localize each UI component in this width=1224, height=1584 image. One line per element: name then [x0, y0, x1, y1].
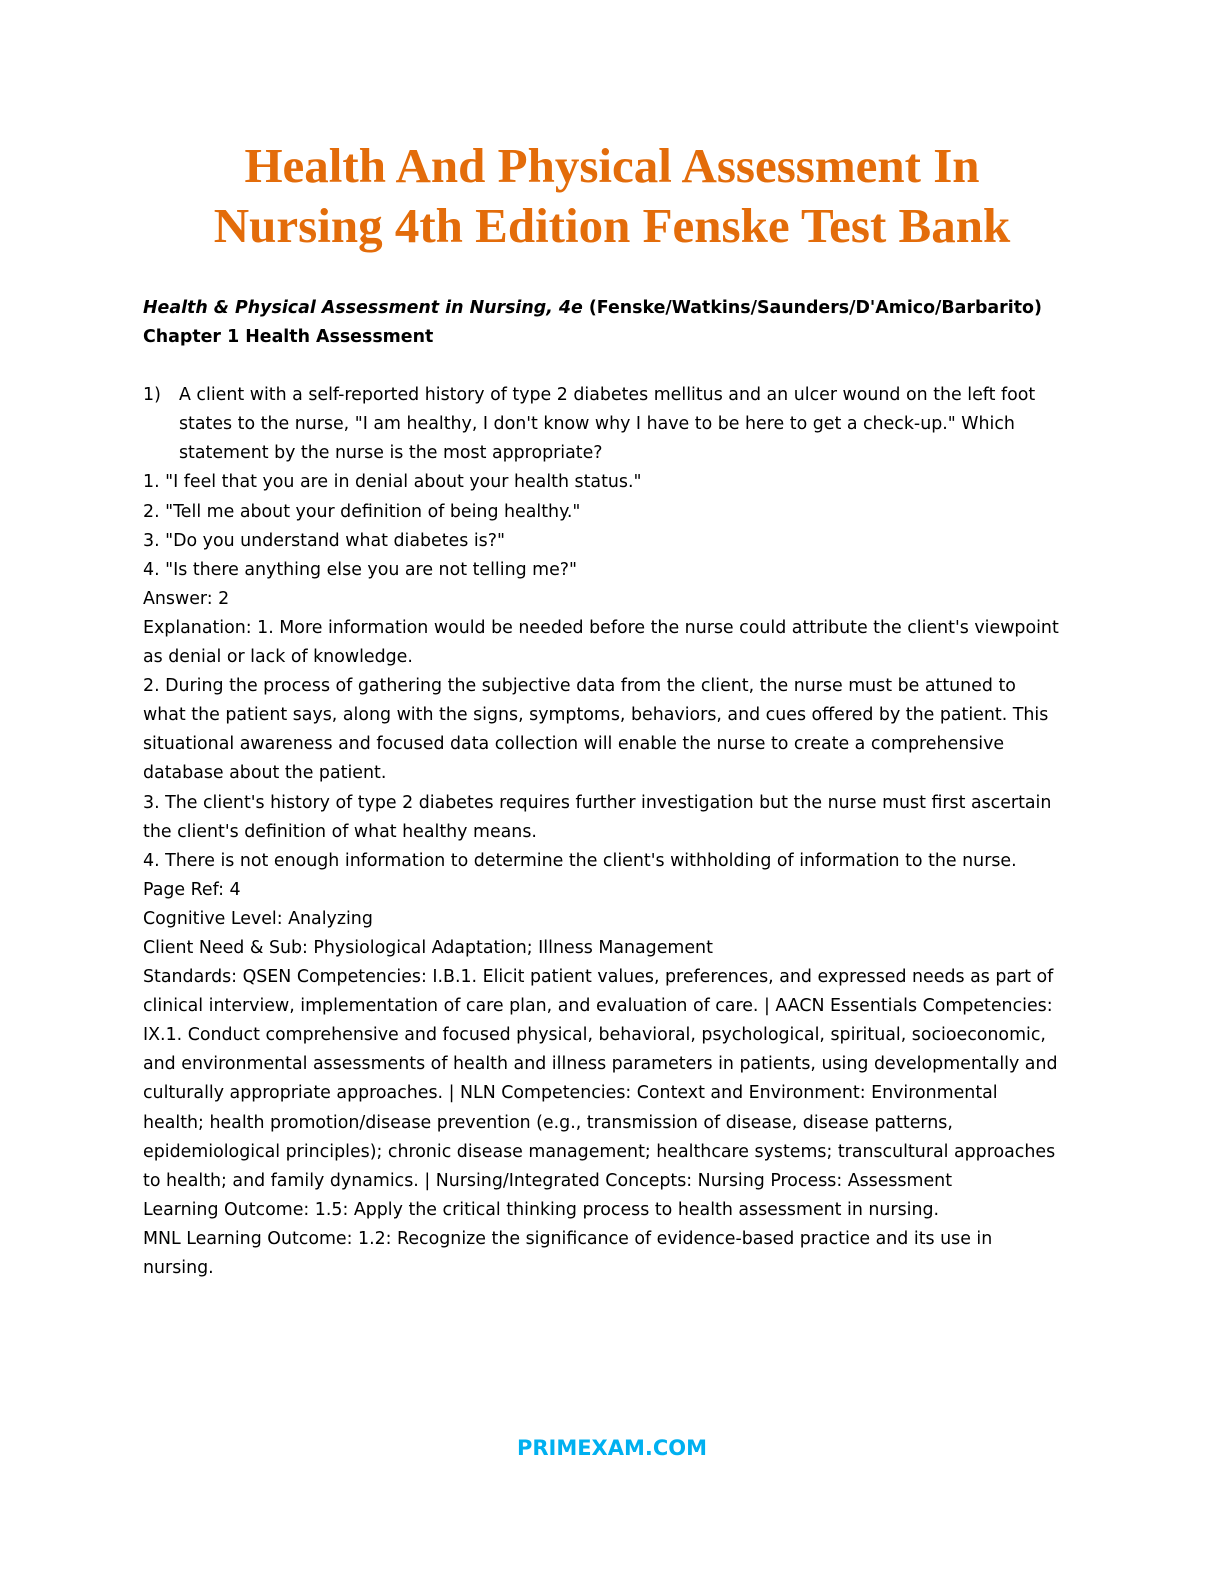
question-text: A client with a self-reported history of type 2 diabetes mellitus and an ulcer wound on the left foot states to the nurse, "I am healthy, I don't know why I have to be here to get a check-up." Which statement by the nurse is the most appropriate? — [179, 385, 1036, 464]
mnl-learning-outcome: MNL Learning Outcome: 1.2: Recognize the significance of evidence-based practice and its use in nursing. — [143, 1228, 993, 1278]
document-title — [0, 136, 1224, 256]
book-authors: (Fenske/Watkins/Saunders/D'Amico/Barbarito) — [582, 298, 1042, 318]
explanation-2: 2. During the process of gathering the subjective data from the client, the nurse must be attuned to what the patient says, along with the signs, symptoms, behaviors, and cues offered by the patient. This situational awareness and focused data collection will enable the nurse to create a comprehensive database about the patient. — [143, 676, 1049, 784]
book-title: Health & Physical Assessment in Nursing, 4e — [143, 298, 583, 318]
explanation-3: 3. The client's history of type 2 diabetes requires further investigation but the nurse must first ascertain the client's definition of what healthy means. — [143, 792, 1052, 842]
cognitive-level: Cognitive Level: Analyzing — [143, 908, 373, 929]
title-line-2: Nursing 4th Edition Fenske Test Bank — [213, 198, 1011, 253]
document-body — [143, 294, 1063, 1283]
question-number: 1) — [143, 385, 161, 406]
page-ref: Page Ref: 4 — [143, 879, 241, 900]
explanation-4: 4. There is not enough information to determine the client's withholding of information to the nurse. — [143, 850, 1017, 871]
title-line-1: Health And Physical Assessment In — [244, 138, 980, 193]
answer-line: Answer: 2 — [143, 588, 230, 609]
standards: Standards: QSEN Competencies: I.B.1. Elicit patient values, preferences, and expressed needs as part of clinical interview, implementation of care plan, and evaluation of care. | AACN Essentials Competencies: IX.1. Conduct comprehensive and focused physical, behavioral, psychological, spiritual, socioeconomic, and environmental assessments of health and illness parameters in patients, using developmentally and culturally appropriate approaches. | NLN Competencies: Context and Environment: Environmental health; health promotion/disease prevention (e.g., transmission of disease, disease patterns, epidemiological principles); chronic disease management; healthcare systems; transcultural approaches to health; and family dynamics. | Nursing/Integrated Concepts: Nursing Process: Assessment — [143, 967, 1058, 1191]
footer-watermark: PRIMEXAM.COM — [516, 1436, 708, 1460]
spacer — [143, 352, 1063, 381]
explanation-1: Explanation: 1. More information would be needed before the nurse could attribute the client's viewpoint as denial or lack of knowledge. — [143, 617, 1059, 668]
option-4: 4. "Is there anything else you are not telling me?" — [143, 559, 578, 580]
chapter-heading: Chapter 1 Health Assessment — [143, 327, 434, 348]
option-3: 3. "Do you understand what diabetes is?" — [143, 530, 505, 551]
option-2: 2. "Tell me about your definition of being healthy." — [143, 501, 581, 522]
client-need: Client Need & Sub: Physiological Adaptation; Illness Management — [143, 937, 713, 958]
option-1: 1. "I feel that you are in denial about your health status." — [143, 472, 642, 493]
learning-outcome: Learning Outcome: 1.5: Apply the critical thinking process to health assessment in nursing. — [143, 1199, 940, 1220]
question-stem — [143, 381, 1063, 468]
book-citation — [143, 294, 1063, 323]
